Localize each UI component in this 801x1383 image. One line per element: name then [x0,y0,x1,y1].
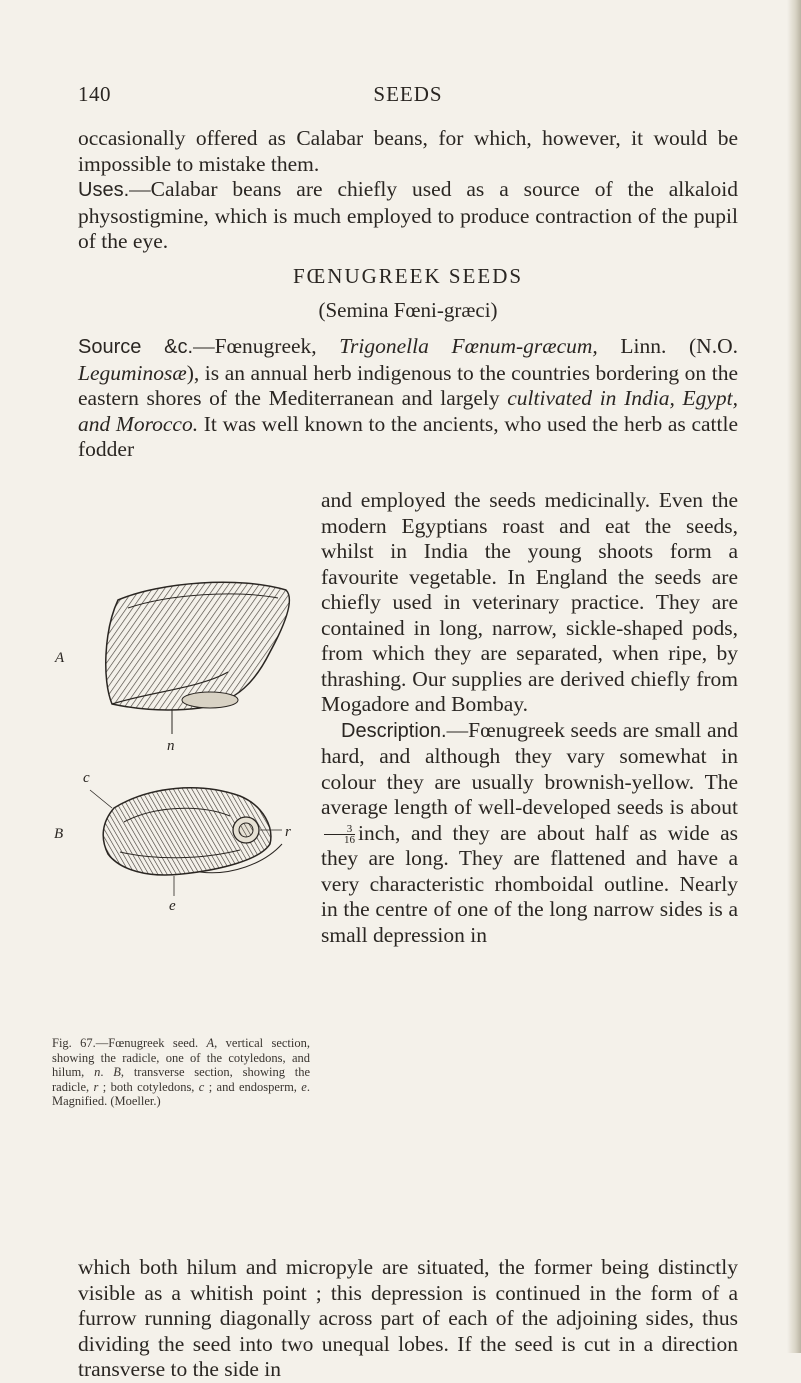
fraction-denominator: 16 [344,834,355,847]
caption-text-d: ; both cotyledons, [98,1079,199,1094]
source-label: Source &c. [78,336,194,358]
caption-text-f: . Magnified. (Moeller.) [52,1079,310,1108]
figure-caption [52,1036,310,1109]
source-text-a: —Fœnugreek, [193,334,340,358]
caption-r-label: r [93,1079,99,1094]
running-title: SEEDS [373,82,443,106]
source-text-b: Linn. (N.O. [597,334,738,358]
source-block [78,334,738,463]
page-edge-shadow [787,0,801,1353]
caption-e-label: e [301,1079,307,1094]
continuation-paragraph: which both hilum and micropyle are situated, the former being distinctly visible as a whitish point ; this depression is continued in the form of a furrow running diagonally across part of each of the adjoining sides, thus dividing the seed into two unequal lobes. If the seed is cut in a direction transverse to the side in [78,1255,738,1381]
fraction [324,824,355,845]
label-c: c [83,770,90,786]
caption-b-label: B [113,1065,121,1079]
source-continued: and employed the seeds medicinally. Even the modern Egyptians roast and eat the seeds, whilst in India the young shoots form a favourite vegetable. In England the seeds are chiefly used in veterinary practice. They are contained in long, narrow, sickle-shaped pods, from which they are separated, when ripe, by thrashing. Our supplies are derived chiefly from Mogadore and Bombay. [321,488,738,716]
description-paragraph [321,718,738,949]
label-n: n [167,738,175,754]
source-paragraph [78,334,738,463]
uses-paragraph [78,177,738,255]
section-subtitle: (Semina Fœni-græci) [318,298,498,322]
description-text-b: inch, and they are about half as wide as they are long. They are flattened and have a very characteristic rhomboidal outline. Nearly in the centre of one of the long narrow sides is a small depression in [321,820,738,947]
section-a-drawing [106,582,290,734]
continuation-block [78,1255,738,1383]
source-text-d: It was well known to the ancients, who used the herb as cattle fodder [78,411,738,461]
section-title: FŒNUGREEK SEEDS [292,264,524,288]
seed-illustration [50,560,320,1030]
description-label: Description. [341,719,447,742]
source-cultivated: cultivated in India, Egypt, and Morocco. [78,386,739,436]
right-column [321,488,738,948]
source-text-c: ), is an annual herb indigenous to the countries bordering on the eastern shores of the Mediterranean and largely [78,360,738,410]
intro-block [78,126,738,255]
caption-n-label: n [94,1065,101,1079]
seed-figure [50,560,320,1035]
page-number: 140 [78,82,111,106]
caption-text-b: . [100,1065,114,1079]
label-a: A [55,650,65,666]
uses-label: Uses. [78,179,130,201]
label-e: e [169,898,176,914]
source-species: Trigonella Fœnum-græcum, [339,334,598,358]
caption-a-label: A [206,1036,215,1050]
caption-text-e: ; and endosperm, [204,1079,302,1094]
intro-paragraph: occasionally offered as Calabar beans, for which, however, it would be impossible to mistake them. [78,126,738,176]
label-b: B [54,826,64,842]
description-text-a: —Fœnugreek seeds are small and hard, and although they vary somewhat in colour they are usually brownish-yellow. The average length of well-developed seeds is about [321,717,738,819]
label-r: r [285,824,291,840]
caption-c-label: c [198,1079,205,1094]
uses-text: —Calabar beans are chiefly used as a source of the alkaloid physostigmine, which is much employed to produce contraction of the pupil of the eye. [78,177,738,253]
caption-lead: Fig. 67.—Fœnugreek seed. [52,1036,199,1050]
running-header [78,82,738,112]
caption-text-a: , vertical section, showing the radicle, one of the cotyledons, and hilum, [52,1036,310,1079]
source-order: Leguminosæ [78,360,187,385]
fraction-numerator: 3 [324,824,355,835]
caption-text-c: , transverse section, showing the radicle, [52,1065,311,1094]
section-b-drawing [90,788,282,896]
